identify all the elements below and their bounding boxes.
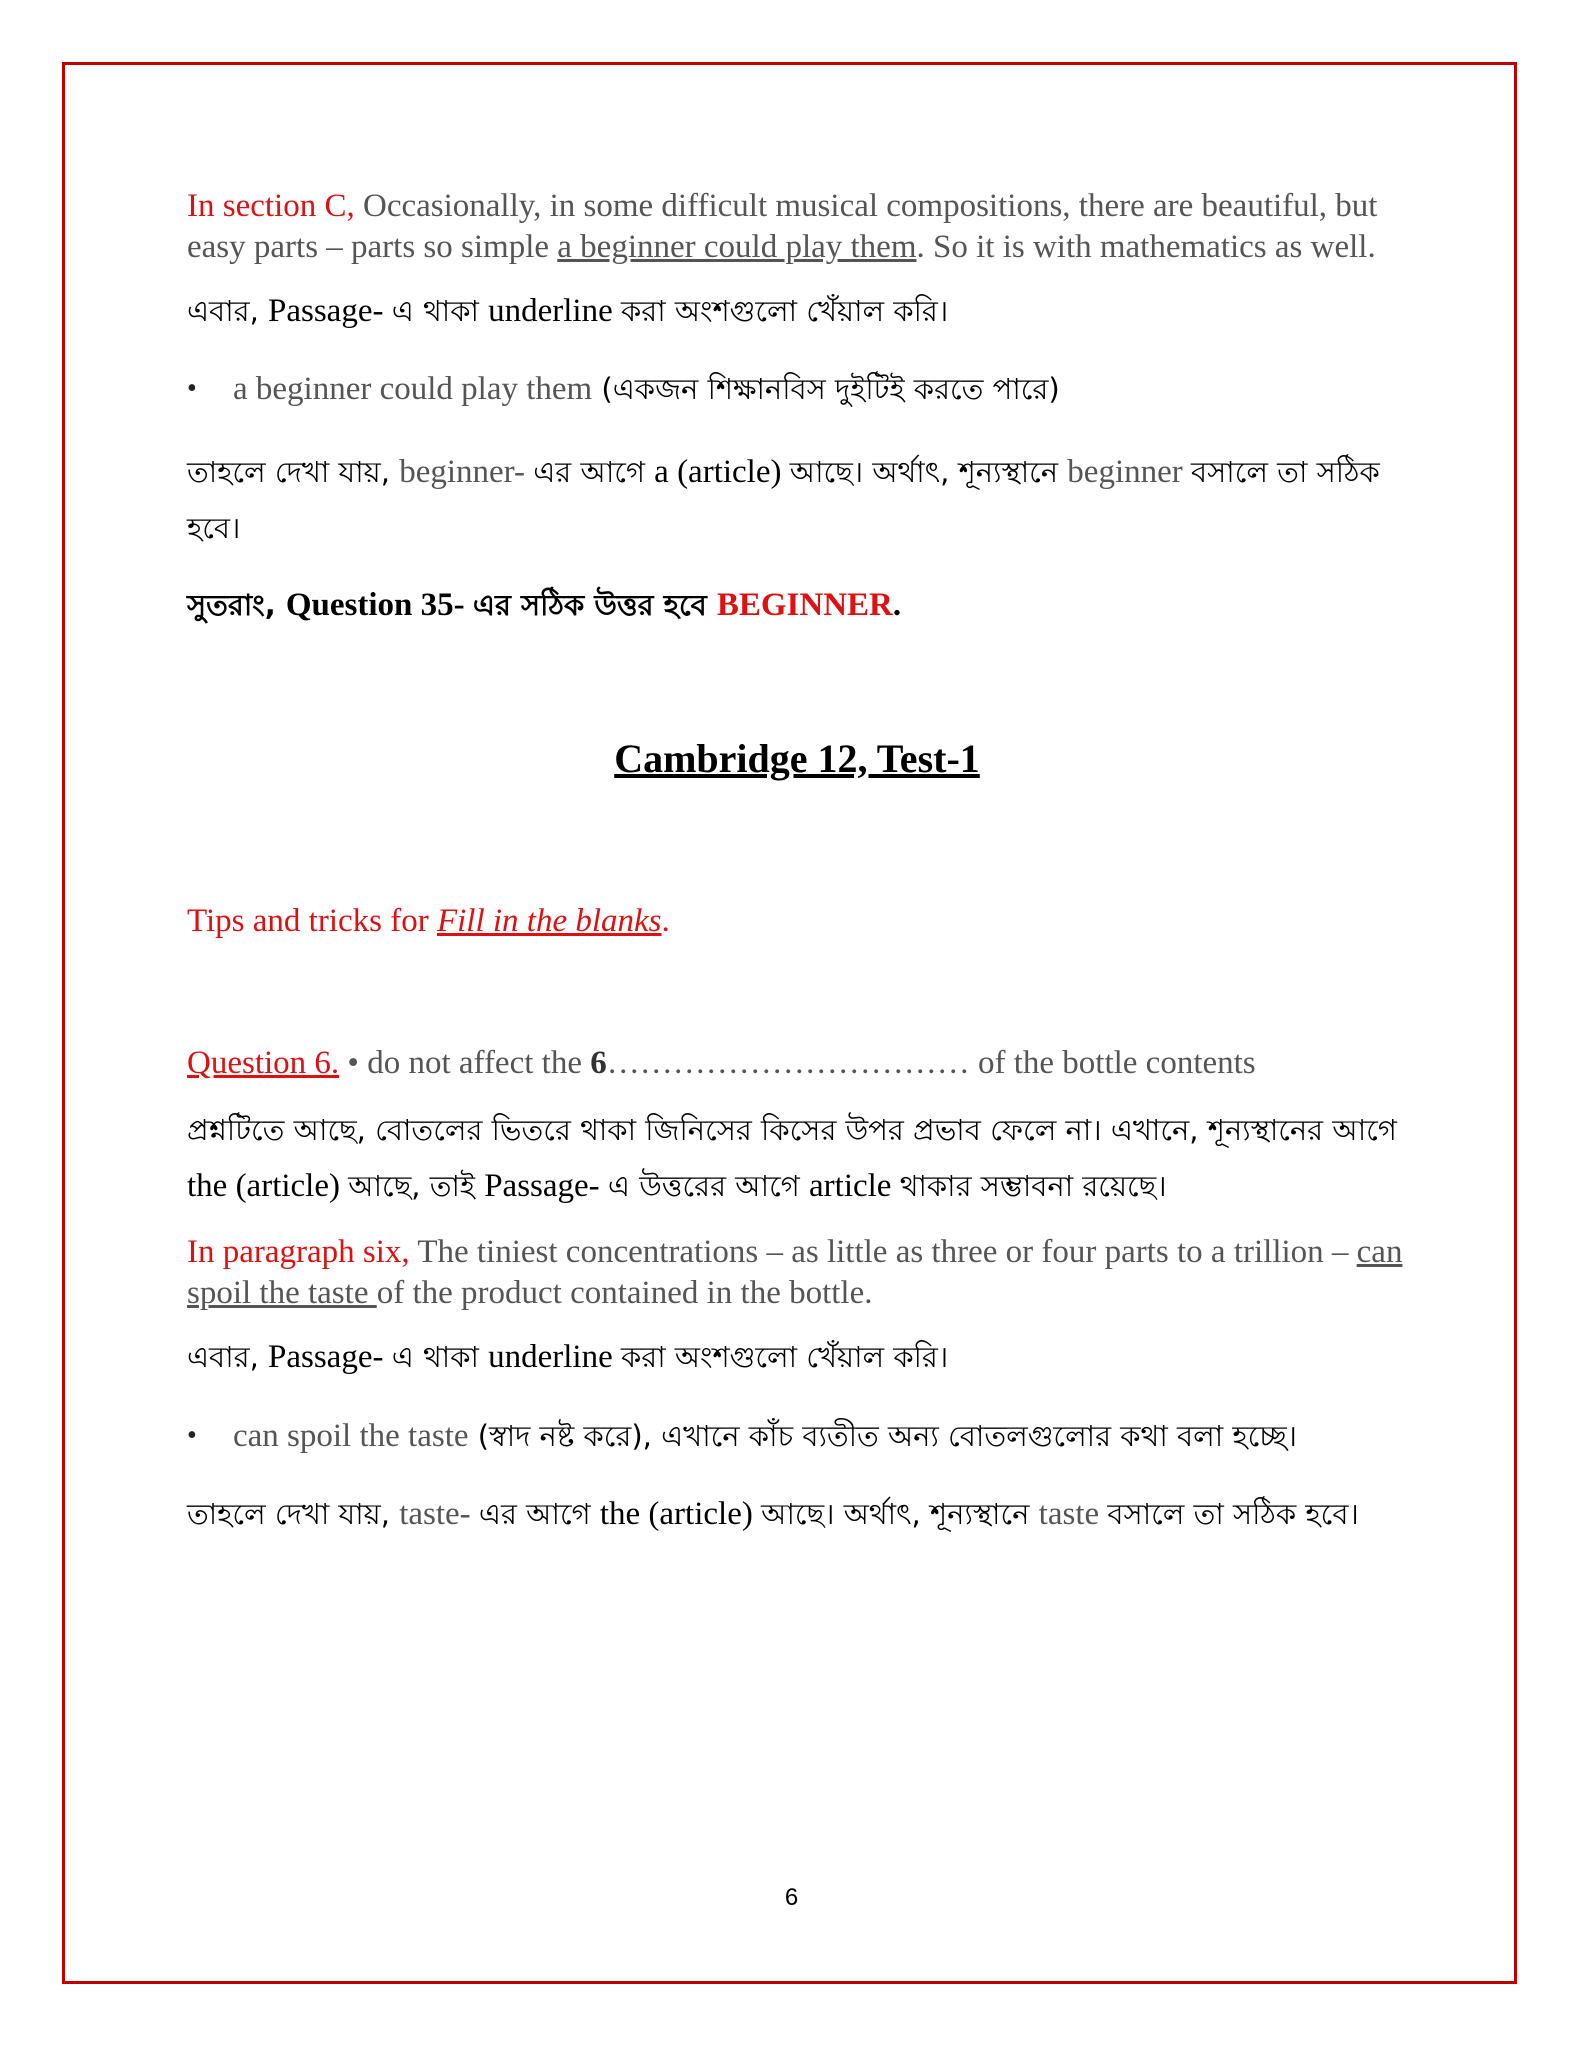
- answer-question-35: সুতরাং, Question 35- এর সঠিক উত্তর হবে BEGINNER.: [187, 587, 902, 623]
- bullet-beginner-en: a beginner could play them: [233, 371, 593, 407]
- section-c-lead: In section C,: [187, 188, 355, 224]
- paragraph-six-underlined: can spoil the taste: [187, 1234, 1403, 1311]
- explanation-question-6: প্রশ্নটিতে আছে, বোতলের ভিতরে থাকা জিনিসের কিসের উপর প্রভাব ফেলে না। এখানে, শূন্যস্থানের আগে the (article) আছে, তাই Passage- এ উত্তরের আগে article থাকার সম্ভাবনা রয়েছে।: [187, 1113, 1397, 1204]
- bullet-taste: [187, 1408, 1407, 1464]
- tips-line: Tips and tricks for Fill in the blanks.: [187, 903, 670, 939]
- notice-line-2: এবার, Passage- এ থাকা underline করা অংশগুলো খেঁয়াল করি।: [187, 1339, 949, 1375]
- bullet-beginner-bn: (একজন শিক্ষানবিস দুইটিই করতে পারে): [592, 372, 1060, 406]
- explanation-taste: তাহলে দেখা যায়, taste- এর আগে the (article) আছে। অর্থাৎ, শূন্যস্থানে taste বসালে তা সঠিক হবে।: [187, 1496, 1359, 1532]
- tips-fill-blanks: Fill in the blanks: [436, 903, 662, 939]
- explanation-beginner: তাহলে দেখা যায়, beginner- এর আগে a (article) আছে। অর্থাৎ, শূন্যস্থানে beginner বসালে তা সঠিক হবে।: [187, 454, 1380, 545]
- paragraph-six-lead: In paragraph six,: [187, 1234, 410, 1270]
- question-6-line: Question 6. • do not affect the 6…………………………… of the bottle contents: [187, 1045, 1256, 1081]
- page-content: [187, 186, 1407, 1542]
- page-number: 6: [784, 1884, 799, 1911]
- notice-line-1: এবার, Passage- এ থাকা underline করা অংশগুলো খেঁয়াল করি।: [187, 293, 949, 329]
- section-c-paragraph: [187, 186, 1407, 268]
- section-c-text-end: . So it is with mathematics as well.: [916, 229, 1376, 265]
- section-c-underlined: a beginner could play them: [557, 229, 917, 265]
- answer-word: BEGINNER: [716, 587, 893, 623]
- bullet-taste-bn: (স্বাদ নষ্ট করে), এখানে কাঁচ ব্যতীত অন্য বোতলগুলোর কথা বলা হচ্ছে।: [468, 1419, 1298, 1453]
- section-heading: Cambridge 12, Test-1: [614, 736, 980, 781]
- question-6-label: Question 6.: [187, 1045, 340, 1081]
- section-c-text: Occasionally, in some difficult musical compositions, there are beautiful, but easy parts – parts so simple: [187, 188, 1378, 265]
- bullet-beginner: [187, 368, 1407, 410]
- bullet-taste-en: can spoil the taste: [233, 1418, 469, 1454]
- paragraph-six: In paragraph six, The tiniest concentrations – as little as three or four parts to a trillion – can spoil the taste of the product contained in the bottle.: [187, 1234, 1403, 1311]
